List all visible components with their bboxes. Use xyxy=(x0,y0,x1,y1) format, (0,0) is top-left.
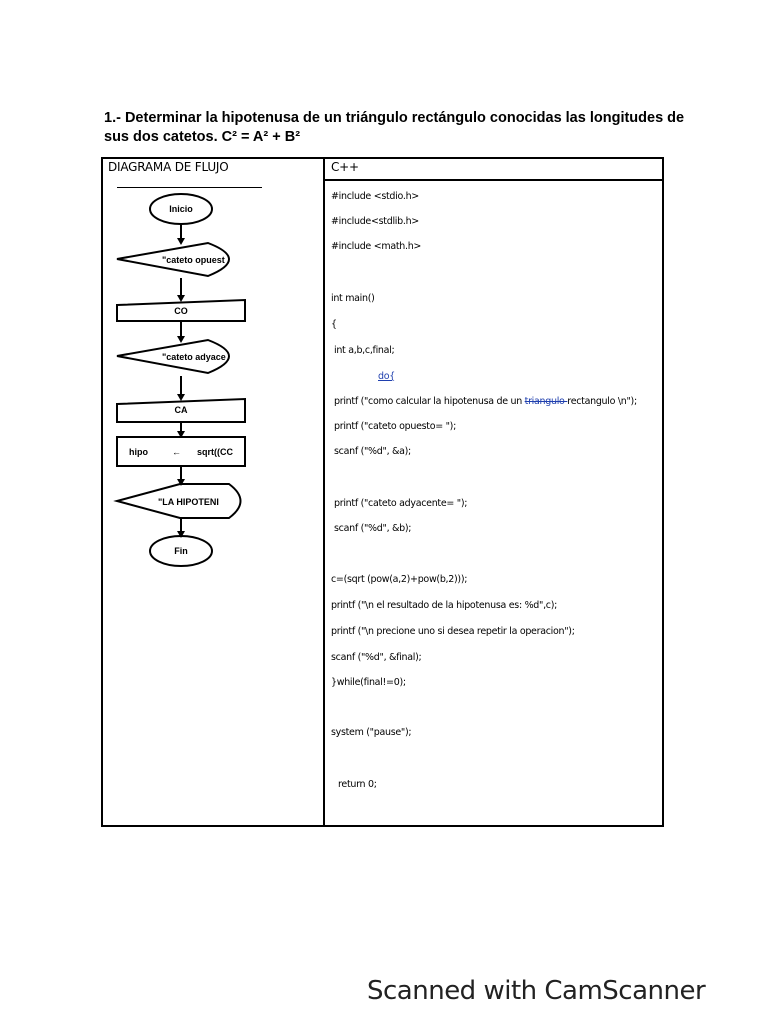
code-line: c=(sqrt (pow(a,2)+pow(b,2))); xyxy=(331,574,468,585)
code-line: scanf ("%d", &a); xyxy=(334,446,411,457)
title-line-2: sus dos catetos. C² = A² + B² xyxy=(104,129,301,145)
code-fragment: printf ("como calcular la hipotenusa de un xyxy=(334,396,525,407)
input1-label: "cateto opuest xyxy=(162,255,225,265)
start-label: Inicio xyxy=(169,204,193,214)
end-label: Fin xyxy=(174,546,188,556)
code-fragment: rectangulo \n"); xyxy=(567,396,637,407)
code-line: #include<stdlib.h> xyxy=(331,216,419,227)
process-arrow-label: ← xyxy=(172,447,181,457)
process-expr-label: sqrt((CC xyxy=(197,447,233,457)
input2-label: "cateto adyace xyxy=(162,352,226,362)
code-line: #include <math.h> xyxy=(331,241,422,252)
code-line: #include <stdio.h> xyxy=(331,191,419,202)
code-line: do{ xyxy=(378,371,395,382)
ca-label: CA xyxy=(174,405,188,415)
code-line: printf ("cateto opuesto= "); xyxy=(334,421,456,432)
arrowhead xyxy=(177,336,185,343)
header-flowchart: DIAGRAMA DE FLUJO xyxy=(108,160,229,174)
code-line: return 0; xyxy=(338,779,377,790)
code-line: int main() xyxy=(331,293,375,304)
scanner-watermark: Scanned with CamScanner xyxy=(367,976,706,1006)
title-line-1: 1.- Determinar la hipotenusa de un triángulo rectángulo conocidas las longitudes de xyxy=(104,110,685,126)
code-line: }while(final!=0); xyxy=(331,677,406,688)
process-var-label: hipo xyxy=(129,447,148,457)
code-line: printf ("cateto adyacente= "); xyxy=(334,498,468,509)
code-line: scanf ("%d", &final); xyxy=(331,652,422,663)
code-line: scanf ("%d", &b); xyxy=(334,523,412,534)
code-strikethrough: triangulo xyxy=(524,396,568,407)
arrowhead xyxy=(177,394,185,401)
arrowhead xyxy=(177,238,185,245)
output-label: "LA HIPOTENI xyxy=(158,497,219,507)
code-line: { xyxy=(331,319,337,330)
co-label: CO xyxy=(174,306,188,316)
arrowhead xyxy=(177,295,185,302)
code-line xyxy=(334,396,637,407)
code-line: int a,b,c,final; xyxy=(334,345,395,356)
code-line: printf ("\n precione uno si desea repetir la operacion"); xyxy=(331,626,575,637)
code-line: printf ("\n el resultado de la hipotenusa es: %d",c); xyxy=(331,600,558,611)
header-cpp: C++ xyxy=(331,160,359,174)
code-line: system ("pause"); xyxy=(331,727,412,738)
